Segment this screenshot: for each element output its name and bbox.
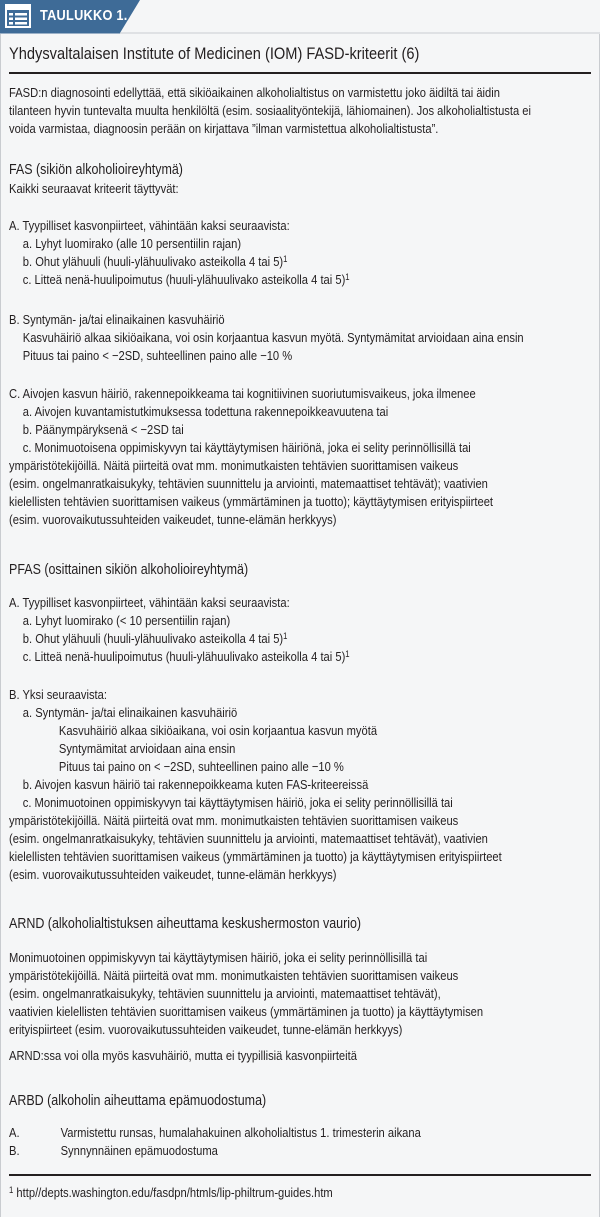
pfas-criterion-a — [9, 594, 594, 666]
fas-criterion-b — [9, 311, 594, 365]
arbd-item — [9, 1142, 594, 1160]
list-item: c. Monimuotoinen oppimiskyvyn tai käyttäytymisen häiriö, joka ei selity perinnöllisillä tai — [22, 795, 453, 810]
table-label: TAULUKKO 1. — [40, 7, 128, 24]
title-rule — [9, 72, 591, 74]
list-item-continued: (esim. ongelmanratkaisukyky, tehtävien suunnittelu ja arviointi, matemaattiset tehtävät), vaativien — [9, 831, 488, 846]
list-item-continued: (esim. vuorovaikutussuhteiden vaikeudet, tunne-elämän herkkyys) — [9, 512, 337, 527]
pfas-heading: PFAS (osittainen sikiön alkoholioireyhtymä) — [9, 562, 249, 578]
arnd-line: Monimuotoinen oppimiskyvyn tai käyttäytymisen häiriö, joka ei selity perinnöllisillä tai — [9, 950, 428, 965]
fas-a-title: A. Tyypilliset kasvonpiirteet, vähintään kaksi seuraavista: — [9, 218, 290, 233]
list-item: c. Monimuotoisena oppimiskyvyn tai käyttäytymisen häiriönä, joka ei selity perinnöllisillä tai — [22, 440, 471, 455]
fas-section — [9, 160, 594, 198]
fas-heading: FAS (sikiön alkoholioireyhtymä) — [9, 162, 183, 178]
left-border — [0, 34, 1, 1217]
list-item: a. Syntymän- ja/tai elinaikainen kasvuhäiriö — [22, 705, 238, 720]
list-item: a. Lyhyt luomirako (alle 10 persentiilin rajan) — [22, 236, 242, 251]
footnote-url: http//depts.washington.edu/fasdpn/htmls/lip-philtrum-guides.htm — [16, 1185, 333, 1200]
sub-list-item: Kasvuhäiriö alkaa sikiöaikana, voi osin korjaantua kasvun myötä — [58, 723, 378, 738]
arnd-paragraph — [9, 949, 594, 1039]
arbd-item — [9, 1124, 594, 1142]
footnote-ref: 1 — [345, 649, 350, 659]
footnote-mark: 1 — [9, 1185, 14, 1195]
table-title: Yhdysvaltalaisen Institute of Medicinen (IOM) FASD-kriteerit (6) — [9, 44, 420, 63]
pfas-b-title: B. Yksi seuraavista: — [9, 687, 107, 702]
list-item: b. Ohut ylähuuli (huuli-ylähuulivako asteikolla 4 tai 5)$^1$ — [22, 254, 288, 269]
list-item-continued: (esim. vuorovaikutussuhteiden vaikeudet, tunne-elämän herkkyys) — [9, 867, 337, 882]
list-item: a. Aivojen kuvantamistutkimuksessa todettuna rakennepoikkeavuutena tai — [22, 404, 389, 419]
list-item: Kasvuhäiriö alkaa sikiöaikana, voi osin korjaantua kasvun myötä. Syntymämitat arvioidaan aina ensin — [22, 330, 524, 345]
list-item: c. Litteä nenä-huulipoimutus (huuli-ylähuulivako asteikolla 4 tai 5)$^1$ — [22, 649, 350, 664]
list-item-continued: ympäristötekijöillä. Näitä piirteitä ovat mm. monimutkaisten tehtävien suorittamisen vaikeus — [9, 813, 459, 828]
intro-line: FASD:n diagnosointi edellyttää, että sikiöaikainen alkoholialtistus on varmistettu joko äidiltä tai äidin — [9, 85, 500, 100]
arnd-line: ympäristötekijöillä. Näitä piirteitä ovat mm. monimutkaisten tehtävien suorittamisen vaikeus — [9, 968, 459, 983]
table-icon — [5, 4, 31, 28]
arnd-heading: ARND (alkoholialtistuksen aiheuttama keskushermoston vaurio) — [9, 916, 362, 932]
fas-subheading: Kaikki seuraavat kriteerit täyttyvät: — [9, 181, 179, 196]
pfas-criterion-b — [9, 686, 594, 884]
arbd-item-key: A. — [9, 1125, 20, 1140]
list-item-continued: (esim. ongelmanratkaisukyky, tehtävien suunnittelu ja arviointi, matemaattiset tehtävät); vaativien — [9, 476, 488, 491]
list-item-continued: kielellisten tehtävien suorittamisen vaikeus (ymmärtäminen ja tuotto); käyttäytymisen erityispiirteet — [9, 494, 494, 509]
fas-criterion-c — [9, 385, 594, 529]
arnd-line: erityispiirteet (esim. vuorovaikutussuhteiden vaikeudet, tunne-elämän herkkyys) — [9, 1022, 403, 1037]
list-item: c. Litteä nenä-huulipoimutus (huuli-ylähuulivako asteikolla 4 tai 5)$^1$ — [22, 272, 350, 287]
footnote — [9, 1185, 594, 1200]
pfas-section — [9, 560, 594, 580]
list-item: b. Päänympäryksenä < −2SD tai — [22, 422, 184, 437]
list-item: b. Aivojen kasvun häiriö tai rakennepoikkeama kuten FAS-kriteereissä — [22, 777, 369, 792]
arnd-line: vaativien kielellisten tehtävien suorittamisen vaikeus (ymmärtäminen ja tuotto) ja käyttäytymisen — [9, 1004, 484, 1019]
footnote-ref: 1 — [283, 254, 288, 264]
sub-list-item: Syntymämitat arvioidaan aina ensin — [58, 741, 236, 756]
footnote-ref: 1 — [283, 631, 288, 641]
list-item: b. Ohut ylähuuli (huuli-ylähuulivako asteikolla 4 tai 5)$^1$ — [22, 631, 288, 646]
arnd-note — [9, 1047, 594, 1065]
list-item-continued: ympäristötekijöillä. Näitä piirteitä ovat mm. monimutkaisten tehtävien suorittamisen vaikeus — [9, 458, 459, 473]
table-header — [0, 0, 600, 34]
arnd-line: (esim. ongelmanratkaisukyky, tehtävien suunnittelu ja arviointi, matemaattiset tehtävät), — [9, 986, 441, 1001]
footnote-ref: 1 — [345, 272, 350, 282]
intro-paragraph — [9, 84, 594, 138]
arbd-item-text: Synnynnäinen epämuodostuma — [60, 1143, 218, 1158]
fas-b-title: B. Syntymän- ja/tai elinaikainen kasvuhäiriö — [9, 312, 225, 327]
intro-line: tilanteen hyvin tuntevalta muulta henkilöltä (esim. sosiaalityöntekijä, lähiomainen). Jos alkoholialtistusta ei — [9, 103, 532, 118]
fas-criterion-a — [9, 217, 594, 289]
arbd-section — [9, 1091, 594, 1111]
footnote-rule — [9, 1174, 591, 1176]
arnd-section — [9, 914, 594, 934]
intro-line: voida varmistaa, diagnoosin perään on kirjattava ”ilman varmistettua alkoholialtistusta”. — [9, 121, 439, 136]
arbd-item-key: B. — [9, 1143, 20, 1158]
list-item: a. Lyhyt luomirako (< 10 persentiilin rajan) — [22, 613, 231, 628]
arnd-note-text: ARND:ssa voi olla myös kasvuhäiriö, mutta ei tyypillisiä kasvonpiirteitä — [9, 1048, 357, 1063]
list-item: Pituus tai paino < −2SD, suhteellinen paino alle −10 % — [22, 348, 293, 363]
arbd-item-text: Varmistettu runsas, humalahakuinen alkoholialtistus 1. trimesterin aikana — [60, 1125, 421, 1140]
arbd-heading: ARBD (alkoholin aiheuttama epämuodostuma) — [9, 1093, 267, 1109]
fas-c-title: C. Aivojen kasvun häiriö, rakennepoikkeama tai kognitiivinen suoriutumisvaikeus, joka ilmenee — [9, 386, 476, 401]
pfas-a-title: A. Tyypilliset kasvonpiirteet, vähintään kaksi seuraavista: — [9, 595, 290, 610]
arbd-list — [9, 1124, 594, 1160]
list-item-continued: kielellisten tehtävien suorittamisen vaikeus (ymmärtäminen ja tuotto) ja käyttäytymisen erityispiirteet — [9, 849, 502, 864]
sub-list-item: Pituus tai paino on < −2SD, suhteellinen paino alle −10 % — [58, 759, 344, 774]
